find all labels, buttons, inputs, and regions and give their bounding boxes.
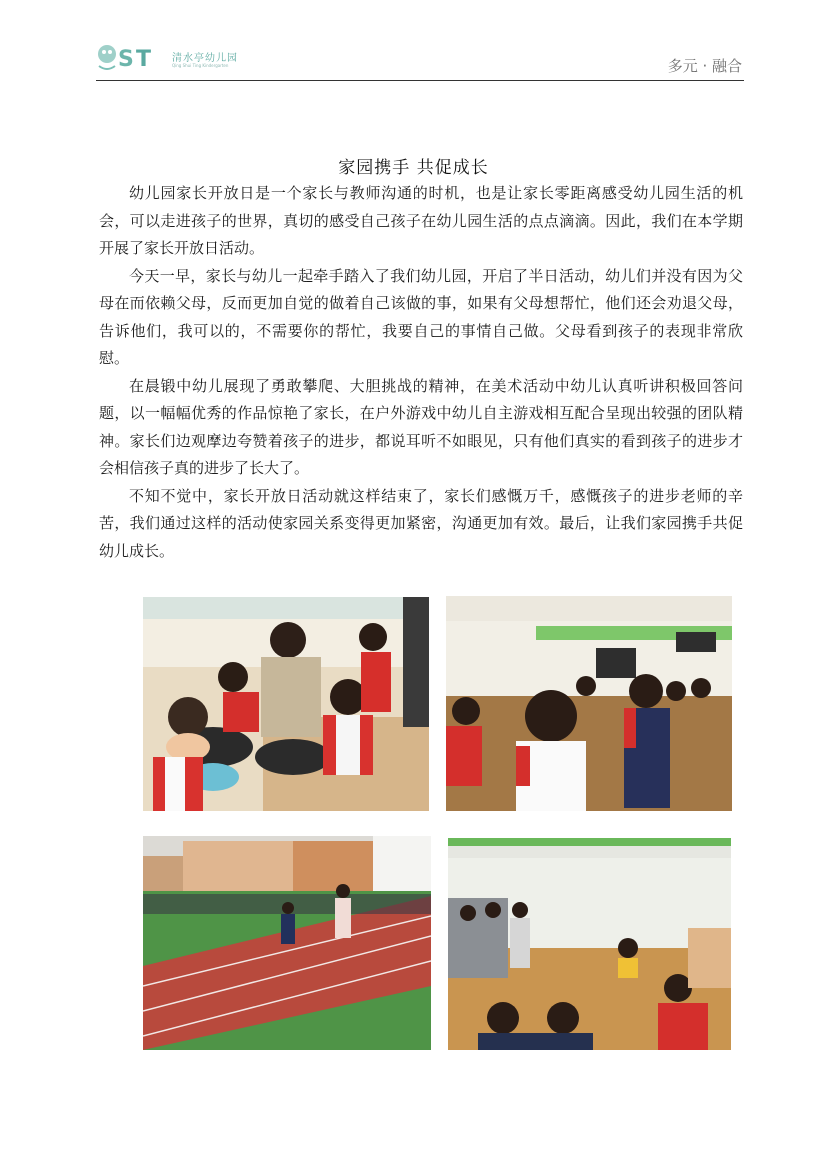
school-logo [96,40,256,74]
school-name: 清水亭幼儿园 [172,53,238,64]
svg-text:S: S [118,47,134,72]
outdoor-running-track-photo [143,836,431,1050]
monkey-logo-icon [96,40,166,74]
article-title: 家园携手 共促成长 [338,158,489,178]
paragraph-3: 在晨锻中幼儿展现了勇敢攀爬、大胆挑战的精神，在美术活动中幼儿认真听讲积极回答问题，以一幅幅优秀的作品惊艳了家长，在户外游戏中幼儿自主游戏相互配合呈现出较强的团队精神。家长们边观摩边夸赞着孩子的进步，都说耳听不如眼见，只有他们真实的看到孩子的进步才会相信孩子真的进步了长大了。 [99,376,743,477]
paragraph-4: 不知不觉中，家长开放日活动就这样结束了，家长们感慨万千，感慨孩子的进步老师的辛苦，我们通过这样的活动使家园关系变得更加紧密，沟通更加有效。最后，让我们家园携手共促幼儿成长。 [99,486,743,560]
header-slogan: 多元 · 融合 [667,57,742,75]
svg-text:T: T [136,47,152,72]
classroom-circle-photo [446,596,732,811]
paragraph-2: 今天一早，家长与幼儿一起牵手踏入了我们幼儿园，开启了半日活动，幼儿们并没有因为父母在而依赖父母，反而更加自觉的做着自己该做的事，如果有父母想帮忙，他们还会劝退父母，告诉他们，我可以的，不需要你的帮忙，我要自己的事情自己做。父母看到孩子的表现非常欣慰。 [99,266,743,367]
article-body [99,180,743,565]
classroom-parents-observing-photo [448,838,731,1050]
paragraph-1: 幼儿园家长开放日是一个家长与教师沟通的时机，也是让家长零距离感受幼儿园生活的机会，可以走进孩子的世界，真切的感受自己孩子在幼儿园生活的点点滴滴。因此，我们在本学期开展了家长开放日活动。 [99,184,743,257]
page-header [96,38,744,81]
school-name-en: Qing Shui Ting Kindergarten [172,63,229,68]
children-art-activity-photo [143,597,429,811]
